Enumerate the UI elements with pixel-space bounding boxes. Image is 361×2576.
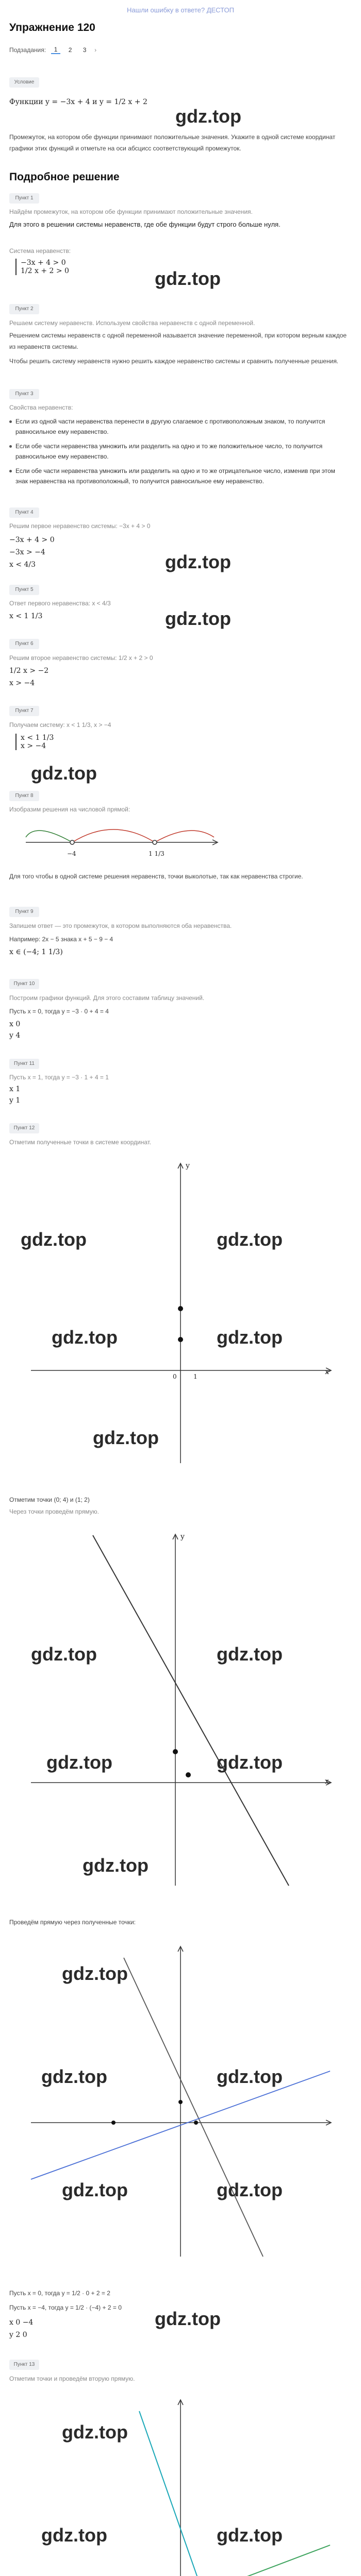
exercise-title: Упражнение 120 xyxy=(9,22,95,33)
axis-x-label: x xyxy=(325,1777,329,1786)
step-note: Свойства неравенств: xyxy=(9,404,73,411)
solution-title: Подробное решение xyxy=(9,171,120,183)
step-tag: Пункт 4 xyxy=(9,507,39,518)
number-line-right-label: 1 1/3 xyxy=(149,850,165,857)
step-note: Через точки проведём прямую. xyxy=(9,1508,99,1515)
pager-item-3[interactable]: 3 xyxy=(83,46,87,54)
watermark: gdz.top xyxy=(165,551,231,572)
step-text: Пусть x = 0, тогда y = 1/2 · 0 + 2 = 2 xyxy=(9,2290,110,2297)
math-line: 1/2 x > −2 xyxy=(9,667,49,675)
math-line: x > −4 xyxy=(9,679,35,687)
watermark: gdz.top xyxy=(155,268,221,289)
step-note: Решим второе неравенство системы: 1/2 x + 2 > 0 xyxy=(9,654,153,662)
watermark: gdz.top xyxy=(41,2066,107,2087)
step-text: Отметим точки (0; 4) и (1; 2) xyxy=(9,1496,90,1503)
watermark: gdz.top xyxy=(31,762,97,784)
math-line: x < 4/3 xyxy=(9,561,36,569)
step-note: Получаем систему: x < 1 1/3, x > −4 xyxy=(9,721,111,728)
step-tag: Пункт 6 xyxy=(9,639,39,649)
property-bullet: Если обе части неравенства умножить или разделить на одно и то же положительное число, то получится равносильное ему неравенство. xyxy=(15,441,346,462)
table-row: y 1 xyxy=(9,1096,21,1105)
step-note: Изобразим решения на числовой прямой: xyxy=(9,806,130,813)
property-bullet: Если из одной части неравенства перенести в другую слагаемое с противоположным знаком, то получится равносильное ему неравенство. xyxy=(15,416,346,437)
watermark: gdz.top xyxy=(217,2179,283,2200)
watermark: gdz.top xyxy=(83,1855,149,1876)
step-text: Для того чтобы в одной системе решения неравенств, точки выколотые, так как неравенства строгие. xyxy=(9,873,303,880)
step-note: Решим первое неравенство системы: −3x + 4 > 0 xyxy=(9,522,151,530)
step-note: Отметим точки и проведём вторую прямую. xyxy=(9,2375,135,2382)
system-line: −3x + 4 > 0 xyxy=(21,259,66,267)
step-tag: Пункт 7 xyxy=(9,706,39,716)
math-line: −3x + 4 > 0 xyxy=(9,536,55,544)
table-row: x 1 xyxy=(9,1085,21,1093)
step-tag: Пункт 1 xyxy=(9,193,39,204)
step-tag: Пункт 8 xyxy=(9,791,39,801)
watermark: gdz.top xyxy=(217,1752,283,1773)
number-line xyxy=(21,817,227,858)
watermark: gdz.top xyxy=(217,2066,283,2087)
interval-answer: x ∈ (−4; 1 1/3) xyxy=(9,948,63,956)
watermark: gdz.top xyxy=(217,2524,283,2546)
step-text: Например: 2x − 5 знака x + 5 − 9 − 4 xyxy=(9,936,113,943)
unit-label: 1 xyxy=(193,1373,198,1380)
watermark: gdz.top xyxy=(41,2524,107,2546)
axis-y-label: y xyxy=(186,1162,190,1170)
step-text: Решением системы неравенств с одной переменной называется значение переменной, при котором верным каждое из неравенств системы. xyxy=(9,332,347,350)
watermark: gdz.top xyxy=(93,1427,159,1448)
math-line: x < 1 1/3 xyxy=(9,612,43,620)
step-text: Пусть x = −4, тогда y = 1/2 · (−4) + 2 = 0 xyxy=(9,2304,122,2311)
pager-item-2[interactable]: 2 xyxy=(68,46,72,54)
axis-y-label: y xyxy=(180,1533,185,1541)
table-row: y 4 xyxy=(9,1031,21,1040)
watermark: gdz.top xyxy=(165,608,231,629)
property-bullet: Если обе части неравенства умножить или разделить на одно и то же отрицательное число, изменив при этом знак неравенства на противоположный, то получится равносильное ему неравенство. xyxy=(15,466,346,486)
watermark: gdz.top xyxy=(175,106,241,127)
axis-x-label: x xyxy=(325,1368,329,1376)
system-block xyxy=(15,734,54,750)
report-error-link[interactable]: Нашли ошибку в ответе? ДЕСТОП xyxy=(127,6,234,14)
step-text: Пусть x = 0, тогда y = −3 · 0 + 4 = 4 xyxy=(9,1008,109,1015)
table-row: y 2 0 xyxy=(9,2331,27,2339)
watermark: gdz.top xyxy=(62,2421,128,2443)
coordinate-plane-line1 xyxy=(21,1525,340,1896)
watermark: gdz.top xyxy=(217,1229,283,1250)
step-tag: Пункт 12 xyxy=(9,1123,39,1133)
step-note: Найдём промежуток, на котором обе функции принимают положительные значения. xyxy=(9,208,253,215)
coordinate-plane-points xyxy=(21,1154,340,1473)
step-tag: Пункт 2 xyxy=(9,304,39,314)
step-text: Чтобы решить систему неравенств нужно решить каждое неравенство системы и сравнить полученные решения. xyxy=(9,358,339,365)
step-note: Построим графики функций. Для этого составим таблицу значений. xyxy=(9,994,205,1002)
step-note: Решаем систему неравенств. Используем свойства неравенств с одной переменной. xyxy=(9,319,255,327)
step-tag: Пункт 10 xyxy=(9,979,39,989)
step-note: Ответ первого неравенства: x < 4/3 xyxy=(9,600,111,607)
step-text: Для этого в решении системы неравенств, где обе функции будут строго больше нуля. xyxy=(9,221,281,228)
coordinate-plane-final xyxy=(21,2391,340,2576)
table-row: x 0 −4 xyxy=(9,2318,34,2327)
system-line: x > −4 xyxy=(21,742,46,750)
subtask-pager xyxy=(9,44,96,56)
step-tag: Пункт 5 xyxy=(9,585,39,595)
step-tag: Пункт 3 xyxy=(9,389,39,399)
pager-label: Подзадания: xyxy=(9,46,46,54)
watermark: gdz.top xyxy=(217,1643,283,1665)
table-row: x 0 xyxy=(9,1020,21,1028)
condition-formula: Функции y = −3x + 4 и y = 1/2 x + 2 xyxy=(9,98,147,106)
step-text: Проведём прямую через полученные точки: xyxy=(9,1919,136,1926)
origin-label: 0 xyxy=(173,1373,177,1380)
coordinate-plane-two-lines xyxy=(21,1937,340,2267)
watermark: gdz.top xyxy=(155,2308,221,2329)
pager-next-icon[interactable]: › xyxy=(94,46,97,54)
system-line: 1/2 x + 2 > 0 xyxy=(21,267,69,275)
number-line-left-label: −4 xyxy=(67,850,76,857)
system-block xyxy=(15,259,69,275)
pager-item-1[interactable]: 1 xyxy=(51,46,60,54)
condition-text: Промежуток, на котором обе функции принимают положительные значения. Укажите в одной системе координат графики этих функций и отметьте на оси абсцисс соответствующий промежуток. xyxy=(9,133,336,152)
system-label: Система неравенств: xyxy=(9,247,71,255)
step-note: Запишем ответ — это промежуток, в котором выполняются оба неравенства. xyxy=(9,922,232,929)
watermark: gdz.top xyxy=(21,1229,87,1250)
watermark: gdz.top xyxy=(31,1643,97,1665)
watermark: gdz.top xyxy=(62,1963,128,1984)
step-tag: Пункт 13 xyxy=(9,2360,39,2370)
step-tag: Пункт 11 xyxy=(9,1059,39,1069)
math-line: −3x > −4 xyxy=(9,548,45,556)
system-line: x < 1 1/3 xyxy=(21,734,54,742)
watermark: gdz.top xyxy=(217,1327,283,1348)
step-note: Пусть x = 1, тогда y = −3 · 1 + 4 = 1 xyxy=(9,1074,109,1081)
watermark: gdz.top xyxy=(46,1752,112,1773)
step-note: Отметим полученные точки в системе координат. xyxy=(9,1139,152,1146)
watermark: gdz.top xyxy=(52,1327,118,1348)
watermark: gdz.top xyxy=(62,2179,128,2200)
step-tag: Пункт 9 xyxy=(9,907,39,917)
condition-tag: Условие xyxy=(9,77,39,88)
